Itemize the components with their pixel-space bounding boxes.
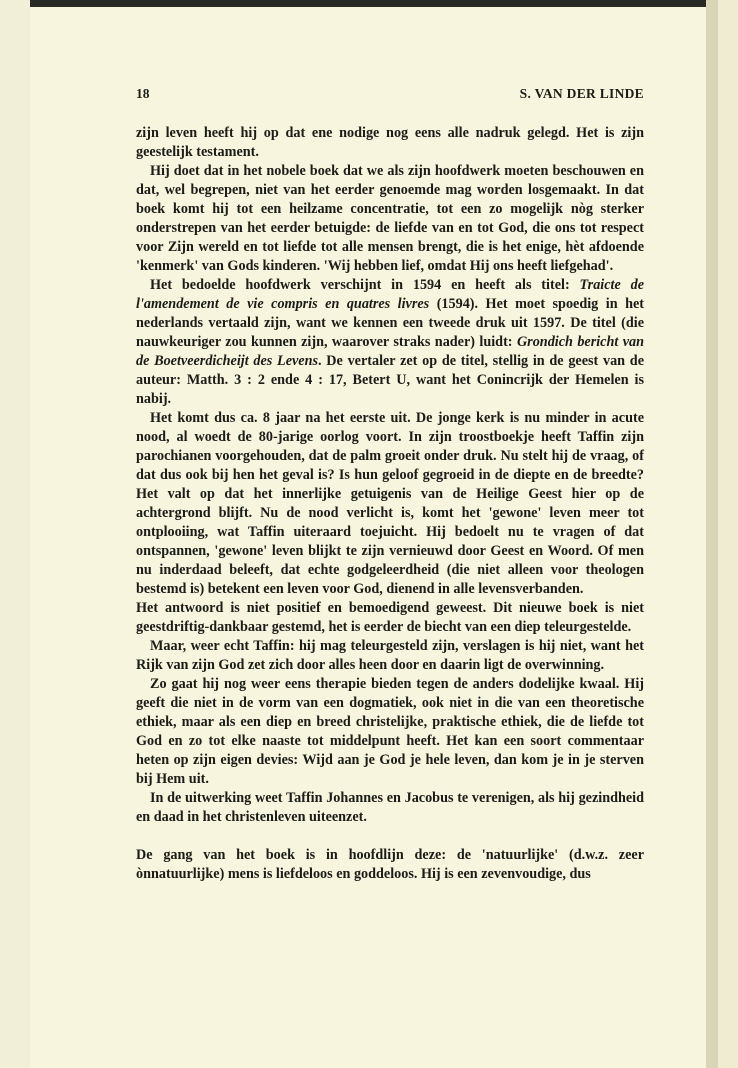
text-run: De gang van het boek is in hoofdlijn deze: de 'natuurlijke' (d.w.z. zeer ònnatuurlijke) mens is liefdeloos en goddeloos. Hij is een zevenvoudige, dus bbox=[136, 847, 644, 882]
text-run: In de uitwerking weet Taffin Johannes en Jacobus te verenigen, als hij gezindheid en daad in het christenleven uiteenzet. bbox=[136, 790, 644, 825]
paragraph bbox=[136, 276, 644, 409]
scan-right-shadow bbox=[706, 0, 718, 1068]
paragraph bbox=[136, 675, 644, 789]
text-run: Het bedoelde hoofdwerk verschijnt in 1594 en heeft als titel: bbox=[150, 277, 580, 293]
running-head-author: S. VAN DER LINDE bbox=[519, 86, 644, 101]
paragraph bbox=[136, 637, 644, 675]
body-text bbox=[136, 124, 644, 884]
text-run: (1594). Het moet spoedig in het nederlands vertaald zijn, want we kennen een tweede druk uit 1597. De titel (die nauwkeuriger zou kunnen zijn, waarover straks nader) luidt: bbox=[136, 296, 644, 350]
page-left-margin bbox=[0, 0, 30, 1068]
scan-top-shadow bbox=[30, 0, 720, 7]
paragraph bbox=[136, 124, 644, 162]
paragraph bbox=[136, 789, 644, 827]
text-run: Maar, weer echt Taffin: hij mag teleurgesteld zijn, verslagen is hij niet, want het Rijk van zijn God zet zich door alles heen door en daarin ligt de overwinning. bbox=[136, 638, 644, 673]
italic-title: Traicte de l'amendement de vie compris en quatres livres bbox=[136, 277, 645, 312]
running-header bbox=[136, 86, 644, 106]
paragraph bbox=[136, 599, 644, 637]
text-run: . De vertaler zet op de titel, stellig in de geest van de auteur: Matth. 3 : 2 ende 4 : 17, Betert U, want het Conincrijk der Hemelen is nabij. bbox=[136, 353, 644, 407]
text-run: Het komt dus ca. 8 jaar na het eerste uit. De jonge kerk is nu minder in acute nood, al woedt de 80-jarige oorlog voort. In zijn troostboekje heeft Taffin zijn parochianen voorgehouden, dat de palm groeit onder druk. Nu stelt hij de vraag, of dat dus ook bij hen het geval is? Is hun geloof gegroeid in de diepte en de breedte? Het valt op dat het innerlijke getuigenis van de Heilige Geest hier op de achtergrond blijft. Nu de nood verlicht is, komt het 'gewone' leven meer tot ontplooiing, wat Taffin uiteraard toejuicht. Hij bedoelt nu te vragen of dat ontspannen, 'gewone' leven blijkt te zijn vernieuwd door Geest en Woord. Of men nu inderdaad beleeft, dat echte godgeleerdheid (die niet alleen voor theologen bestemd is) betekent een leven voor God, dienend in alle levensverbanden. bbox=[136, 410, 644, 597]
scan-right-edge bbox=[718, 0, 738, 1068]
text-run: Zo gaat hij nog weer eens therapie bieden tegen de anders dodelijke kwaal. Hij geeft die niet in de vorm van een dogmatiek, ook niet in die van een theoretische ethiek, maar als een diep en breed christelijke, praktische ethiek, die de liefde tot God en zo tot elke naaste tot middelpunt heeft. Het kan een soort commentaar heten op zijn eigen devies: Wijd aan je God je hele leven, dan kom je in je sterven bij Hem uit. bbox=[136, 676, 644, 787]
section-gap bbox=[136, 827, 644, 846]
text-run: Het antwoord is niet positief en bemoedigend geweest. Dit nieuwe boek is niet geestdriftig-dankbaar gestemd, het is eerder de biecht van een diep teleurgestelde. bbox=[136, 600, 644, 635]
text-run: Hij doet dat in het nobele boek dat we als zijn hoofdwerk moeten beschouwen en dat, wel begrepen, niet van het eerder genoemde mag worden losgemaakt. In dat boek komt hij tot een heilzame concentratie, tot een zo mogelijk nòg sterker onderstrepen van het eerder betuigde: de liefde van en tot God, die ons tot respect voor Zijn wereld en tot liefde tot alle mensen brengt, die is het enige, hèt afdoende 'kenmerk' van Gods kinderen. 'Wij hebben lief, omdat Hij ons heeft liefgehad'. bbox=[136, 163, 644, 274]
text-run: zijn leven heeft hij op dat ene nodige nog eens alle nadruk gelegd. Het is zijn geestelijk testament. bbox=[136, 125, 644, 160]
paragraph bbox=[136, 409, 644, 599]
page-number: 18 bbox=[136, 86, 150, 101]
paragraph bbox=[136, 846, 644, 884]
italic-title: Grondich bericht van de Boetveerdicheijt des Levens bbox=[136, 334, 644, 369]
paragraph bbox=[136, 162, 644, 276]
